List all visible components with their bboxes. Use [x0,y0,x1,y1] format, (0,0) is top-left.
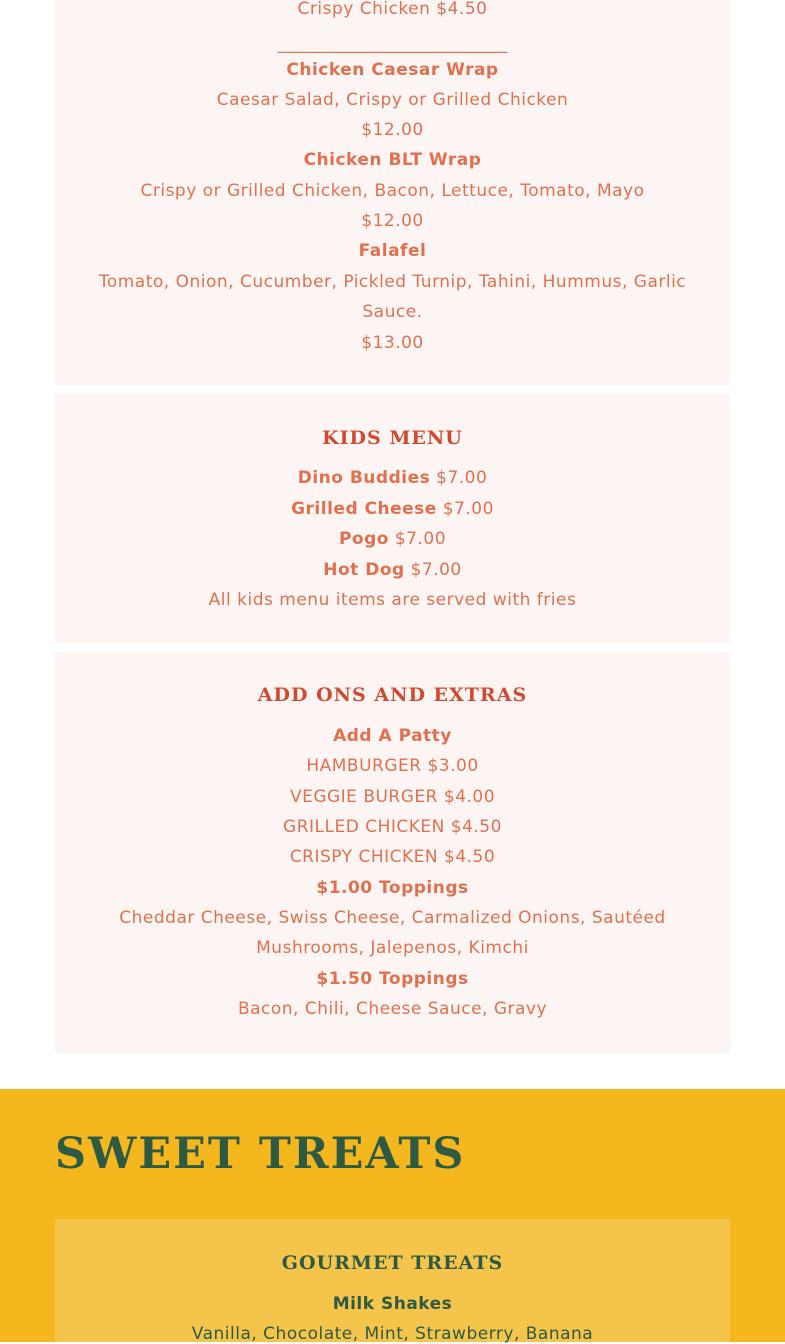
kids-item-price: $7.00 [410,560,462,580]
item-description: Crispy or Grilled Chicken, Bacon, Lettuce, Tomato, Mayo [140,181,645,201]
patty-heading: Add A Patty [333,726,452,746]
item-price: $12.00 [361,120,424,140]
card-title: GOURMET TREATS [281,1252,504,1274]
kids-item [55,499,730,519]
patty-option: GRILLED CHICKEN $4.50 [283,817,502,837]
toppings-heading: $1.50 Toppings [316,969,469,989]
kids-item-price: $7.00 [394,529,447,549]
item-price: $12.00 [361,211,424,231]
item-description: Vanilla, Chocolate, Mint, Strawberry, Banana [191,1324,594,1344]
item-description: Tomato, Onion, Cucumber, Pickled Turnip, Tahini, Hummus, Garlic [98,272,687,292]
kids-item-name: Pogo [338,529,389,549]
patty-option: HAMBURGER $3.00 [306,756,479,776]
section-heading: SWEET TREATS [55,1129,466,1179]
item-price: $13.00 [361,333,424,353]
crispy-chicken-price: Crispy Chicken $4.50 [297,0,488,19]
kids-item-price: $7.00 [442,499,494,519]
section-title: ADD ONS AND EXTRAS [257,684,528,706]
kids-item-price: $7.00 [436,468,488,488]
kids-menu-card [55,394,730,643]
kids-note: All kids menu items are served with fries [208,590,577,610]
kids-item [55,468,730,488]
item-description: Caesar Salad, Crispy or Grilled Chicken [216,90,569,110]
toppings-list: Bacon, Chili, Cheese Sauce, Gravy [237,999,548,1019]
kids-item-name: Dino Buddies [297,468,431,488]
kids-item-name: Grilled Cheese [291,499,437,519]
add-ons-card [55,652,730,1053]
item-name: Chicken Caesar Wrap [286,60,499,80]
item-name: Falafel [358,241,427,261]
item-name: Chicken BLT Wrap [303,150,482,170]
gourmet-treats-card [55,1219,730,1342]
kids-item-name: Hot Dog [323,560,405,580]
item-description-cont: Sauce. [362,302,423,322]
toppings-list-cont: Mushrooms, Jalepenos, Kimchi [256,938,529,958]
kids-item [55,560,730,580]
divider: ___________________________ [277,34,508,54]
toppings-list: Cheddar Cheese, Swiss Cheese, Carmalized Onions, Sautéed [119,908,666,928]
sandwiches-card [55,0,730,385]
kids-item [55,529,730,549]
item-name: Milk Shakes [332,1294,453,1314]
patty-option: CRISPY CHICKEN $4.50 [289,847,496,867]
section-title: KIDS MENU [322,427,463,449]
patty-option: VEGGIE BURGER $4.00 [289,787,496,807]
toppings-heading: $1.00 Toppings [316,878,469,898]
